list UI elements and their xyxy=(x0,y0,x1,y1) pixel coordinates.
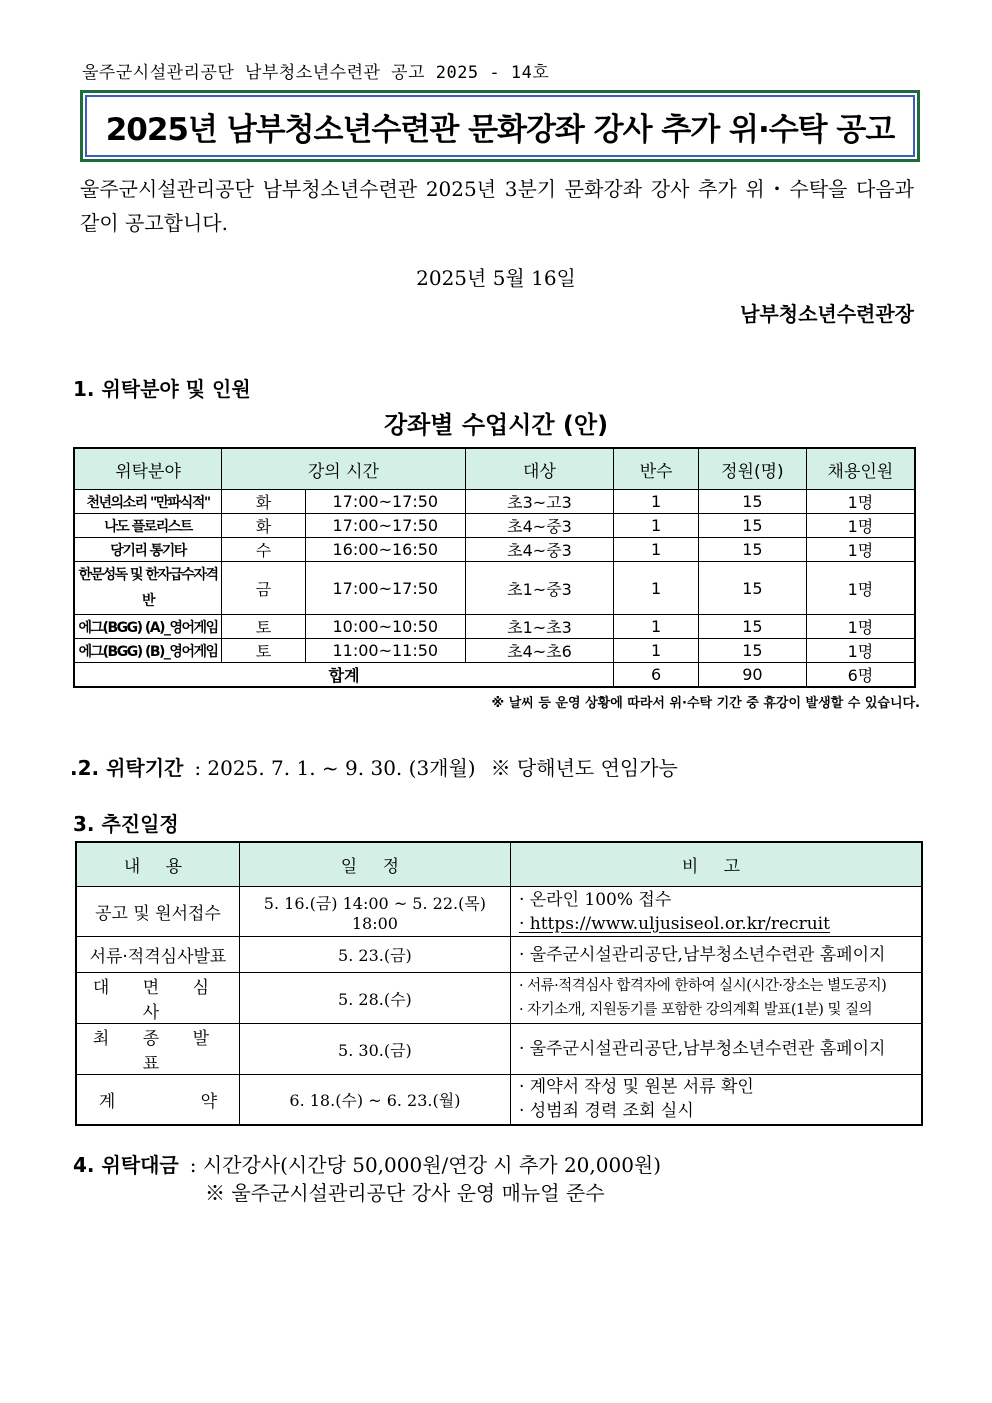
total-hires: 6명 xyxy=(806,663,915,688)
day-cell: 토 xyxy=(222,615,306,639)
progress-schedule-table xyxy=(75,841,923,1126)
day-cell: 금 xyxy=(222,562,306,615)
table-header-row xyxy=(76,842,922,887)
table-row xyxy=(76,1075,922,1125)
time-cell: 17:00~17:50 xyxy=(305,514,465,538)
target-cell: 초1~초3 xyxy=(465,615,614,639)
total-row xyxy=(74,663,915,688)
classes-cell: 1 xyxy=(614,490,699,514)
item-cell: 공고 및 원서접수 xyxy=(76,887,239,937)
capacity-cell: 15 xyxy=(699,615,807,639)
classes-cell: 1 xyxy=(614,615,699,639)
section4-value: : 시간강사(시간당 50,000원/연강 시 추가 20,000원) xyxy=(189,1153,662,1177)
signatory: 남부청소년수련관장 xyxy=(740,302,914,326)
notice-number: 울주군시설관리공단 남부청소년수련관 공고 2025 - 14호 xyxy=(82,63,550,83)
table-row xyxy=(76,973,922,1024)
notes-cell xyxy=(510,937,922,973)
section3-heading: 3. 추진일정 xyxy=(73,812,179,836)
header-cell: 정원(명) xyxy=(699,448,807,490)
target-cell: 초4~중3 xyxy=(465,538,614,562)
table-row xyxy=(74,490,915,514)
table-row xyxy=(74,514,915,538)
schedule-cell: 5. 23.(금) xyxy=(239,937,510,973)
notes-cell xyxy=(510,1024,922,1075)
table-row xyxy=(76,887,922,937)
time-cell: 11:00~11:50 xyxy=(305,639,465,663)
classes-cell: 1 xyxy=(614,514,699,538)
capacity-cell: 15 xyxy=(699,490,807,514)
table-row xyxy=(74,562,915,615)
hires-cell: 1명 xyxy=(806,538,915,562)
header-cell: 대상 xyxy=(465,448,614,490)
hires-cell: 1명 xyxy=(806,514,915,538)
item-cell: 서류·적격심사발표 xyxy=(76,937,239,973)
classes-cell: 1 xyxy=(614,639,699,663)
total-capacity: 90 xyxy=(699,663,807,688)
note-line: · 울주군시설관리공단,남부청소년수련관 홈페이지 xyxy=(518,1039,886,1059)
table-header-row xyxy=(74,448,915,490)
subject-cell: 에그(BGG) (B)_영어게임 xyxy=(74,639,222,663)
capacity-cell: 15 xyxy=(699,562,807,615)
day-cell: 화 xyxy=(222,514,306,538)
target-cell: 초4~중3 xyxy=(465,514,614,538)
section2-note: ※ 당해년도 연임가능 xyxy=(490,756,678,780)
intro-paragraph: 울주군시설관리공단 남부청소년수련관 2025년 3분기 문화강좌 강사 추가 위・수탁을 다음과 같이 공고합니다. xyxy=(80,177,914,235)
target-cell: 초1~중3 xyxy=(465,562,614,615)
note-line: · 계약서 작성 및 원본 서류 확인 xyxy=(518,1077,754,1098)
table-row xyxy=(74,639,915,663)
item-cell: 대 면 심 사 xyxy=(76,973,239,1024)
day-cell: 화 xyxy=(222,490,306,514)
schedule-cell: 5. 16.(금) 14:00 ~ 5. 22.(목) 18:00 xyxy=(239,887,510,937)
recruit-link-text[interactable]: · https://www.uljusiseol.or.kr/recruit xyxy=(518,913,830,934)
hires-cell: 1명 xyxy=(806,490,915,514)
classes-cell: 1 xyxy=(614,538,699,562)
header-cell: 위탁분야 xyxy=(74,448,222,490)
hires-cell: 1명 xyxy=(806,562,915,615)
time-cell: 17:00~17:50 xyxy=(305,562,465,615)
schedule-cell: 5. 28.(수) xyxy=(239,973,510,1024)
subject-cell: 한문성독 및 한자급수자격반 xyxy=(74,562,222,615)
time-cell: 17:00~17:50 xyxy=(305,490,465,514)
table-footnote: ※ 날씨 등 운영 상황에 따라서 위·수탁 기간 중 휴강이 발생할 수 있습니다. xyxy=(491,696,920,711)
subject-cell: 에그(BGG) (A)_영어게임 xyxy=(74,615,222,639)
subject-cell: 나도 플로리스트 xyxy=(74,514,222,538)
day-cell: 수 xyxy=(222,538,306,562)
schedule-table-title: 강좌별 수업시간 (안) xyxy=(383,411,609,439)
capacity-cell: 15 xyxy=(699,538,807,562)
table-row xyxy=(74,538,915,562)
notice-date: 2025년 5월 16일 xyxy=(416,266,576,290)
section1-heading: 1. 위탁분야 및 인원 xyxy=(73,377,251,401)
time-cell: 16:00~16:50 xyxy=(305,538,465,562)
note-line: · 온라인 100% 접수 xyxy=(518,889,672,910)
notes-cell xyxy=(510,1075,922,1125)
total-label: 합계 xyxy=(74,663,614,688)
subject-cell: 천년의소리 "만파식적" xyxy=(74,490,222,514)
recruit-link[interactable] xyxy=(519,912,921,936)
table-row xyxy=(76,1024,922,1075)
schedule-cell: 6. 18.(수) ~ 6. 23.(월) xyxy=(239,1075,510,1125)
item-cell: 최 종 발 표 xyxy=(76,1024,239,1075)
document-title xyxy=(80,90,920,162)
item-cell: 계 약 xyxy=(76,1075,239,1125)
schedule-cell: 5. 30.(금) xyxy=(239,1024,510,1075)
hires-cell: 1명 xyxy=(806,615,915,639)
section4 xyxy=(73,1149,661,1178)
classes-cell: 1 xyxy=(614,562,699,615)
table-row xyxy=(76,937,922,973)
title-text: 2025년 남부청소년수련관 문화강좌 강사 추가 위·수탁 공고 xyxy=(105,111,895,148)
table-row xyxy=(74,615,915,639)
note-line: · 성범죄 경력 조회 실시 xyxy=(518,1101,694,1122)
header-cell: 일 정 xyxy=(239,842,510,887)
notes-cell xyxy=(510,973,922,1024)
note-line: · 울주군시설관리공단,남부청소년수련관 홈페이지 xyxy=(518,944,886,965)
header-cell: 내 용 xyxy=(76,842,239,887)
capacity-cell: 15 xyxy=(699,514,807,538)
subject-cell: 당기리 통기타 xyxy=(74,538,222,562)
day-cell: 토 xyxy=(222,639,306,663)
header-cell: 강의 시간 xyxy=(222,448,466,490)
section2-heading: .2. 위탁기간 xyxy=(70,756,184,780)
note-line: · 자기소개, 지원동기를 포함한 강의계획 발표(1분) 및 질의 xyxy=(518,1002,873,1018)
capacity-cell: 15 xyxy=(699,639,807,663)
header-cell: 비 고 xyxy=(510,842,922,887)
notes-cell xyxy=(510,887,922,937)
section4-heading: 4. 위탁대금 xyxy=(73,1153,179,1177)
class-schedule-table xyxy=(73,447,916,688)
time-cell: 10:00~10:50 xyxy=(305,615,465,639)
section4-note: ※ 울주군시설관리공단 강사 운영 매뉴얼 준수 xyxy=(205,1181,605,1205)
header-cell: 반수 xyxy=(614,448,699,490)
header-cell: 채용인원 xyxy=(806,448,915,490)
total-classes: 6 xyxy=(614,663,699,688)
section2 xyxy=(70,752,678,781)
note-line: · 서류·적격심사 합격자에 한하여 실시(시간·장소는 별도공지) xyxy=(518,978,887,994)
target-cell: 초4~초6 xyxy=(465,639,614,663)
target-cell: 초3~고3 xyxy=(465,490,614,514)
hires-cell: 1명 xyxy=(806,639,915,663)
section2-value: : 2025. 7. 1. ~ 9. 30. (3개월) xyxy=(194,756,476,780)
